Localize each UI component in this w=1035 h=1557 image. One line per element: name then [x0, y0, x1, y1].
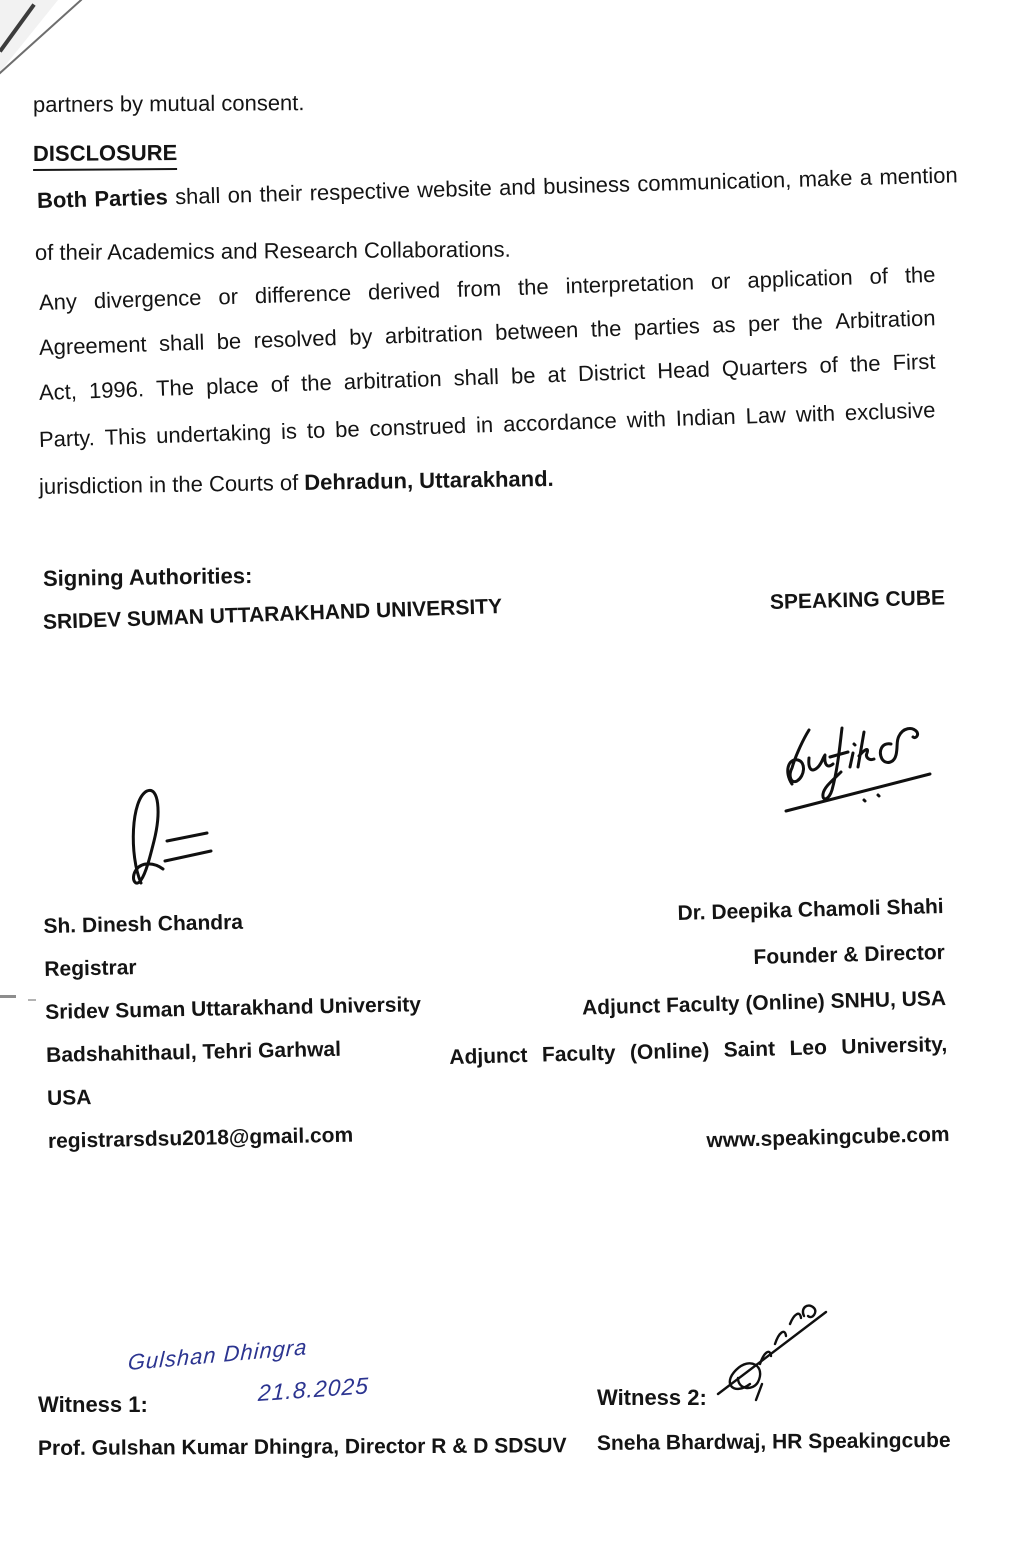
witness1-handwritten-date: 21.8.2025: [257, 1372, 370, 1407]
disclosure-heading: [33, 140, 177, 171]
arbitration-paragraph-line-5: [39, 466, 554, 500]
signatory-country-wrap: USA: [46, 1086, 92, 1110]
intro-line: partners by mutual consent.: [32, 90, 305, 117]
deepika-signature: [778, 710, 940, 818]
witness1-handwritten-signature: Gulshan Dhingra: [127, 1334, 309, 1376]
arbitration-paragraph-line-1: Any divergence or difference derived from the interpretation or application of the: [38, 261, 936, 315]
arbitration-paragraph-line-3: Act, 1996. The place of the arbitration shall be at District Head Quarters of the First: [38, 348, 936, 405]
arbitration-line5-text: jurisdiction in the Courts of: [38, 469, 305, 499]
signatory-name: Dr. Deepika Chamoli Shahi: [677, 894, 944, 925]
first-party-name: SRIDEV SUMAN UTTARAKHAND UNIVERSITY: [42, 594, 503, 634]
witness2-label: Witness 2:: [597, 1385, 707, 1410]
second-signatory-block: [445, 884, 950, 1171]
dinesh-chandra-signature: [113, 783, 225, 895]
arbitration-paragraph-line-2: Agreement shall be resolved by arbitration between the parties as per the Arbitration: [38, 305, 936, 360]
scan-edge-mark-2: [28, 999, 36, 1001]
signatory-website: www.speakingcube.com: [706, 1122, 950, 1153]
disclosure-paragraph-line-1: Both Parties shall on their respective website and business communication, make a mention: [36, 162, 958, 213]
first-signatory-block: [43, 896, 468, 1163]
witness1-label: Witness 1:: [38, 1392, 148, 1417]
witness2-name-line: Sneha Bhardwaj, HR Speakingcube: [596, 1428, 951, 1455]
signatory-title: Registrar: [44, 956, 137, 981]
signing-authorities-heading: Signing Authorities:: [42, 563, 253, 591]
signatory-location: Badshahithaul, Tehri Garhwal: [45, 1037, 342, 1067]
signatory-role-1: Adjunct Faculty (Online) SNHU, USA: [581, 986, 947, 1020]
signatory-title: Founder & Director: [753, 940, 946, 969]
scan-edge-mark: [0, 995, 16, 998]
sneha-signature: [698, 1292, 836, 1404]
signatory-org: Sridev Suman Uttarakhand University: [45, 993, 422, 1024]
arbitration-line5-bold: Dehradun, Uttarakhand.: [304, 465, 554, 495]
witness1-name-line: Prof. Gulshan Kumar Dhingra, Director R & D SDSUV: [37, 1434, 567, 1460]
disclosure-heading-text: DISCLOSURE: [33, 140, 177, 171]
arbitration-paragraph-line-4: Party. This undertaking is to be construed in accordance with Indian Law with exclusive: [38, 397, 936, 452]
signatory-name: Sh. Dinesh Chandra: [43, 910, 244, 938]
signatory-role-2: Adjunct Faculty (Online) Saint Leo University,: [449, 1032, 948, 1069]
disclosure-paragraph-line-2: of their Academics and Research Collaborations.: [34, 236, 511, 265]
signatory-email: registrarsdsu2018@gmail.com: [47, 1123, 354, 1153]
second-party-name: SPEAKING CUBE: [769, 586, 946, 614]
